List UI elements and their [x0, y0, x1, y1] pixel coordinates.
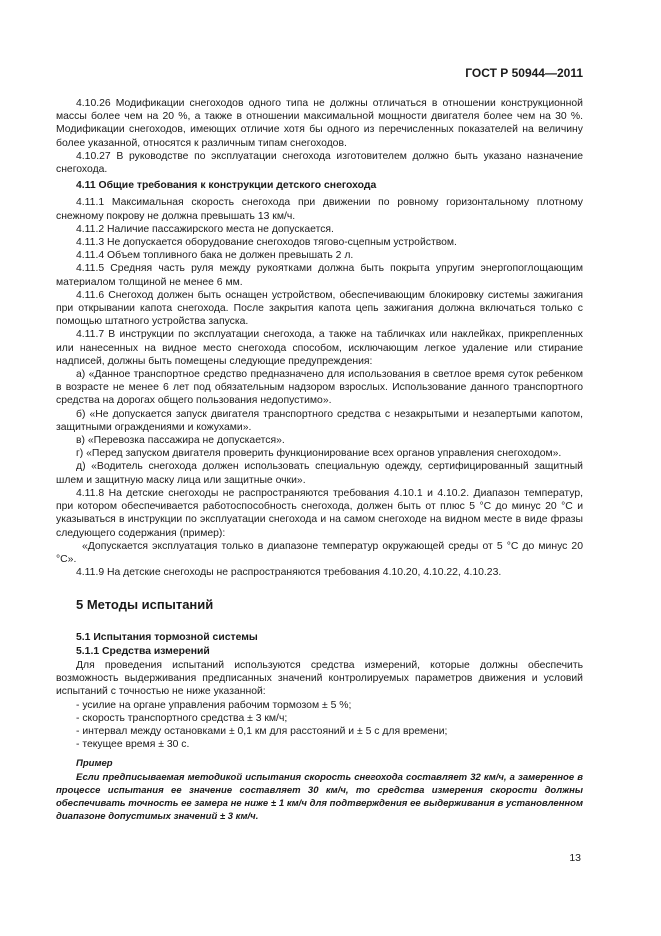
- subsection-heading-4-11: 4.11 Общие требования к конструкции детского снегохода: [76, 180, 377, 192]
- temperature-phrase-example: «Допускается эксплуатация только в диапазоне температур окружающей среды от 5 °С до минус 20 °С».: [56, 540, 583, 565]
- clause-4-11-1: 4.11.1 Максимальная скорость снегохода при движении по ровному горизонтальному плотному снежному покрову не должна превышать 13 км/ч.: [56, 197, 583, 222]
- subsection-heading-5-1-1: 5.1.1 Средства измерений: [76, 645, 210, 657]
- dash-item: - скорость транспортного средства ± 3 км/ч;: [76, 712, 288, 724]
- clause-4-10-27: 4.10.27 В руководстве по эксплуатации снегохода изготовителем должно быть указано назначение снегохода.: [56, 150, 583, 176]
- example-title: Пример: [76, 758, 113, 770]
- warning-c: в) «Перевозка пассажира не допускается».: [76, 435, 285, 447]
- clause-4-11-5: 4.11.5 Средняя часть руля между рукоятками должна быть покрыта упругим энергопоглощающим материалом толщиной не менее 6 мм.: [56, 263, 583, 288]
- warning-e: д) «Водитель снегохода должен использовать специальную одежду, сертифицированный защитный шлем и защитную маску лица или защитные очки».: [56, 461, 583, 486]
- page-content: [56, 97, 583, 823]
- warning-b: б) «Не допускается запуск двигателя транспортного средства с незакрытыми и незапертыми капотом, защитными ограждениями и кожухами».: [56, 408, 583, 433]
- clause-4-11-7: 4.11.7 В инструкции по эксплуатации снегохода, а также на табличках или наклейках, прикрепленных или нанесенных на видное место снегохода способом, исключающим легкое удаление или стирание надписей, должны быть помещены следующие предупреждения:: [56, 329, 583, 367]
- standard-header: ГОСТ Р 50944—2011: [465, 66, 583, 80]
- clause-4-11-4: 4.11.4 Объем топливного бака не должен превышать 2 л.: [76, 250, 354, 262]
- warning-a: а) «Данное транспортное средство предназначено для использования в светлое время суток ребенком в возрасте не менее 6 лет под обязательным надзором взрослых. Использование данного транспортного средства на дорогах общего пользования недопустимо».: [56, 369, 583, 407]
- dash-item: - усилие на органе управления рабочим тормозом ± 5 %;: [76, 699, 352, 711]
- section-heading-5: 5 Методы испытаний: [76, 597, 214, 613]
- warning-d: г) «Перед запуском двигателя проверить функционирование всех органов управления снегоходом».: [76, 448, 562, 460]
- page-number: 13: [569, 852, 581, 864]
- clause-4-11-3: 4.11.3 Не допускается оборудование снегоходов тягово-сцепным устройством.: [76, 237, 457, 249]
- clause-4-10-26: 4.10.26 Модификации снегоходов одного типа не должны отличаться в отношении конструкционной массы более чем на 20 %, а также в отношении максимальной мощности двигателя более чем на 30 %. Модификации снегоходов, имеющих отличие хотя бы одного из перечисленных показателей на величину более указанной, относятся к различным типам снегоходов.: [56, 98, 583, 149]
- subsection-heading-5-1: 5.1 Испытания тормозной системы: [76, 631, 258, 643]
- example-text: Если предписываемая методикой испытания скорость снегохода составляет 32 км/ч, а замеренное в процессе испытания ее значение составляет 30 км/ч, то средства измерения скорости должны обеспечивать точность ее замера не ниже ± 1 км/ч для подтверждения ее выдерживания в установленном диапазоне допустимых значений ± 3 км/ч.: [56, 771, 583, 822]
- dash-item: - интервал между остановками ± 0,1 км для расстояний и ± 5 с для времени;: [76, 725, 448, 737]
- clause-4-11-6: 4.11.6 Снегоход должен быть оснащен устройством, обеспечивающим блокировку системы зажигания при открывании капота снегохода. После закрытия капота цепь зажигания должна включаться только с помощью штатного устройства запуска.: [56, 289, 583, 328]
- clause-4-11-8: 4.11.8 На детские снегоходы не распространяются требования 4.10.1 и 4.10.2. Диапазон температур, при котором обеспечивается работоспособность снегохода, должен быть от плюс 5 °С до минус 20 °С и указываться в инструкции по эксплуатации снегохода и на самом снегоходе на видном месте в виде фразы следующего содержания (пример):: [56, 487, 583, 539]
- clause-4-11-9: 4.11.9 На детские снегоходы не распространяются требования 4.10.20, 4.10.22, 4.10.23.: [76, 567, 502, 579]
- dash-item: - текущее время ± 30 с.: [76, 739, 190, 751]
- clause-4-11-2: 4.11.2 Наличие пассажирского места не допускается.: [76, 223, 334, 235]
- measurement-intro: Для проведения испытаний используются средства измерений, которые должны обеспечить возможность выдерживания предписанных значений контролируемых параметров движения и условий испытаний с точностью не ниже указанной:: [56, 659, 583, 698]
